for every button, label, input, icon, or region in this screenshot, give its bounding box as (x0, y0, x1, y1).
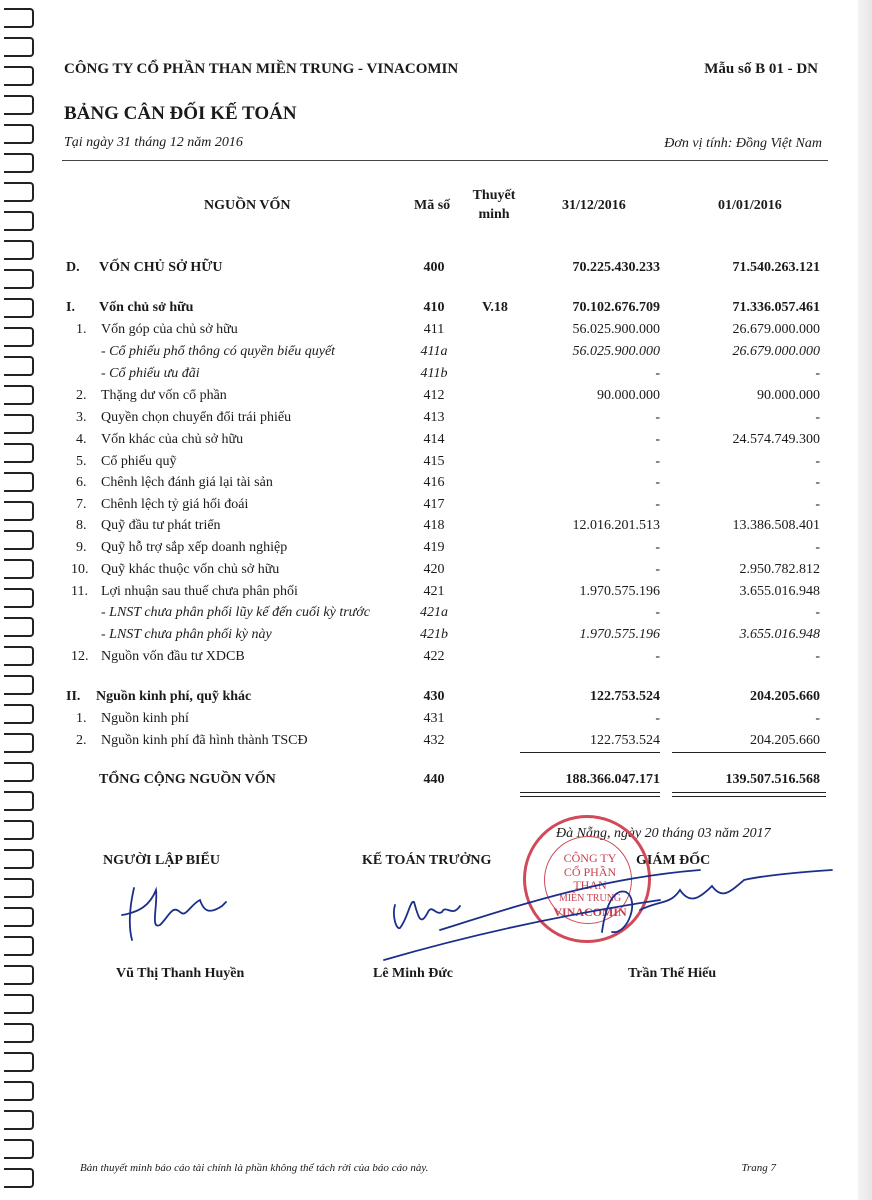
row-label: - LNST chưa phân phối lũy kế đến cuối kỳ trước (101, 605, 370, 620)
footer-note: Bản thuyết minh báo cáo tài chính là phần không thể tách rời của báo cáo này. (80, 1162, 429, 1174)
row-label: Thặng dư vốn cổ phần (101, 388, 227, 403)
row-value-start: - (815, 605, 820, 620)
col-header-note-2: minh (478, 207, 510, 222)
row-label: Vốn khác của chủ sở hữu (101, 432, 244, 447)
row-code: 400 (423, 260, 445, 275)
row-number: 2. (76, 388, 87, 403)
seal-line: CÔNG TY (563, 851, 617, 865)
row-number: 2. (76, 733, 87, 748)
row-value-start: - (815, 649, 820, 664)
row-code: 414 (423, 432, 445, 447)
seal-line: THAN (573, 878, 607, 892)
row-value-end: 12.016.201.513 (572, 518, 660, 533)
row-label: Lợi nhuận sau thuế chưa phân phối (101, 584, 298, 599)
row-number: 9. (76, 540, 87, 555)
row-number: II. (66, 689, 81, 704)
row-label: - LNST chưa phân phối kỳ này (101, 627, 272, 642)
row-code: 411 (423, 322, 445, 337)
row-value-end: - (655, 432, 660, 447)
row-value-end: - (655, 475, 660, 490)
row-value-start: 2.950.782.812 (739, 562, 820, 577)
row-value-end: 70.225.430.233 (572, 260, 660, 275)
row-label: Nguồn kinh phí (101, 711, 189, 726)
row-code: 420 (423, 562, 445, 577)
currency-unit: Đơn vị tính: Đồng Việt Nam (664, 136, 822, 151)
row-label: Quỹ đầu tư phát triển (101, 518, 221, 533)
row-value-end: 56.025.900.000 (572, 344, 660, 359)
row-code: 430 (423, 689, 445, 704)
preparer-name: Vũ Thị Thanh Huyền (116, 966, 245, 981)
row-value-end: - (655, 605, 660, 620)
row-code: 421a (420, 605, 448, 620)
row-number: 4. (76, 432, 87, 447)
row-code: 421b (420, 627, 448, 642)
row-value-end: 122.753.524 (590, 689, 660, 704)
row-value-start: 26.679.000.000 (732, 344, 820, 359)
director-name: Trần Thế Hiếu (628, 966, 717, 981)
row-value-start: 71.540.263.121 (732, 260, 820, 275)
row-value-start: - (815, 410, 820, 425)
row-value-end: 90.000.000 (597, 388, 660, 403)
accountant-title: KẾ TOÁN TRƯỞNG (362, 853, 492, 868)
row-code: 412 (423, 388, 445, 403)
row-value-end: - (655, 366, 660, 381)
row-label: Chênh lệch đánh giá lại tài sản (101, 475, 273, 490)
row-number: 6. (76, 475, 87, 490)
row-value-end: - (655, 497, 660, 512)
page-number: Trang 7 (741, 1162, 776, 1174)
row-label: Cổ phiếu quỹ (101, 454, 177, 469)
company-name: CÔNG TY CỔ PHẦN THAN MIỀN TRUNG - VINACOMIN (64, 61, 459, 77)
row-label: Vốn chủ sở hữu (99, 300, 194, 315)
row-value-start: - (815, 497, 820, 512)
row-value-end: - (655, 540, 660, 555)
row-label: Quỹ khác thuộc vốn chủ sở hữu (101, 562, 280, 577)
row-value-start: 13.386.508.401 (732, 518, 820, 533)
row-number: 5. (76, 454, 87, 469)
col-header-code: Mã số (414, 198, 451, 213)
row-value-start: 3.655.016.948 (739, 627, 820, 642)
row-code: 410 (423, 300, 445, 315)
col-header-period-end: 31/12/2016 (562, 198, 626, 213)
row-label: Nguồn kinh phí đã hình thành TSCĐ (101, 733, 308, 748)
row-code: 411a (420, 344, 448, 359)
row-label: Vốn góp của chủ sở hữu (101, 322, 238, 337)
row-code: 418 (423, 518, 445, 533)
row-code: 415 (423, 454, 445, 469)
row-number: 8. (76, 518, 87, 533)
row-value-start: 204.205.660 (750, 733, 820, 748)
row-label: Quyền chọn chuyển đổi trái phiếu (101, 410, 292, 425)
row-label: - Cổ phiếu ưu đãi (101, 366, 200, 381)
row-code: 417 (423, 497, 445, 512)
row-value-end: - (655, 410, 660, 425)
seal-line: MIỀN TRUNG (558, 893, 622, 904)
row-number: 10. (71, 562, 89, 577)
seal-line: VINACOMIN (553, 905, 627, 919)
row-number: I. (66, 300, 75, 315)
row-value-end: 1.970.575.196 (579, 627, 660, 642)
row-code: 416 (423, 475, 445, 490)
row-number: 1. (76, 322, 87, 337)
row-code: 421 (423, 584, 445, 599)
preparer-title: NGƯỜI LẬP BIỂU (103, 853, 220, 868)
accountant-name: Lê Minh Đức (373, 966, 453, 981)
place-date: Đà Nẵng, ngày 20 tháng 03 năm 2017 (556, 826, 771, 841)
row-code: 440 (423, 772, 445, 787)
row-code: 422 (423, 649, 445, 664)
row-number: D. (66, 260, 80, 275)
row-code: 431 (423, 711, 445, 726)
row-note: V.18 (482, 300, 508, 315)
row-value-start: 204.205.660 (750, 689, 820, 704)
row-value-start: 139.507.516.568 (725, 772, 820, 787)
row-value-end: 122.753.524 (590, 733, 660, 748)
row-value-start: - (815, 475, 820, 490)
row-value-start: - (815, 540, 820, 555)
row-number: 7. (76, 497, 87, 512)
row-value-end: - (655, 454, 660, 469)
row-label: VỐN CHỦ SỞ HỮU (99, 260, 223, 275)
row-label: Nguồn vốn đầu tư XDCB (101, 649, 245, 664)
row-value-end: 1.970.575.196 (579, 584, 660, 599)
row-code: 411b (420, 366, 448, 381)
form-code: Mẫu số B 01 - DN (704, 61, 818, 77)
row-value-end: - (655, 562, 660, 577)
row-value-end: 56.025.900.000 (572, 322, 660, 337)
report-title: BẢNG CÂN ĐỐI KẾ TOÁN (64, 103, 297, 124)
row-label: TỔNG CỘNG NGUỒN VỐN (99, 772, 276, 787)
row-number: 12. (71, 649, 89, 664)
row-value-start: - (815, 366, 820, 381)
row-value-end: 188.366.047.171 (565, 772, 660, 787)
row-value-start: 90.000.000 (757, 388, 820, 403)
row-value-end: - (655, 649, 660, 664)
row-value-start: 24.574.749.300 (732, 432, 820, 447)
row-label: - Cổ phiếu phổ thông có quyền biểu quyết (101, 344, 336, 359)
row-code: 413 (423, 410, 445, 425)
row-label: Chênh lệch tỷ giá hối đoái (101, 497, 249, 512)
row-value-start: - (815, 711, 820, 726)
row-value-start: 3.655.016.948 (739, 584, 820, 599)
row-code: 432 (423, 733, 445, 748)
row-value-start: 71.336.057.461 (732, 300, 820, 315)
row-label: Nguồn kinh phí, quỹ khác (96, 689, 252, 704)
report-date: Tại ngày 31 tháng 12 năm 2016 (64, 135, 243, 150)
col-header-source: NGUỒN VỐN (204, 198, 291, 213)
col-header-period-start: 01/01/2016 (718, 198, 782, 213)
row-number: 3. (76, 410, 87, 425)
row-value-end: 70.102.676.709 (572, 300, 660, 315)
col-header-note-1: Thuyết (472, 188, 516, 203)
row-number: 1. (76, 711, 87, 726)
row-number: 11. (71, 584, 88, 599)
row-value-end: - (655, 711, 660, 726)
row-code: 419 (423, 540, 445, 555)
director-title: GIÁM ĐỐC (636, 853, 711, 868)
row-value-start: - (815, 454, 820, 469)
row-label: Quỹ hỗ trợ sắp xếp doanh nghiệp (101, 540, 288, 555)
row-value-start: 26.679.000.000 (732, 322, 820, 337)
seal-line: CỔ PHẦN (563, 865, 617, 879)
